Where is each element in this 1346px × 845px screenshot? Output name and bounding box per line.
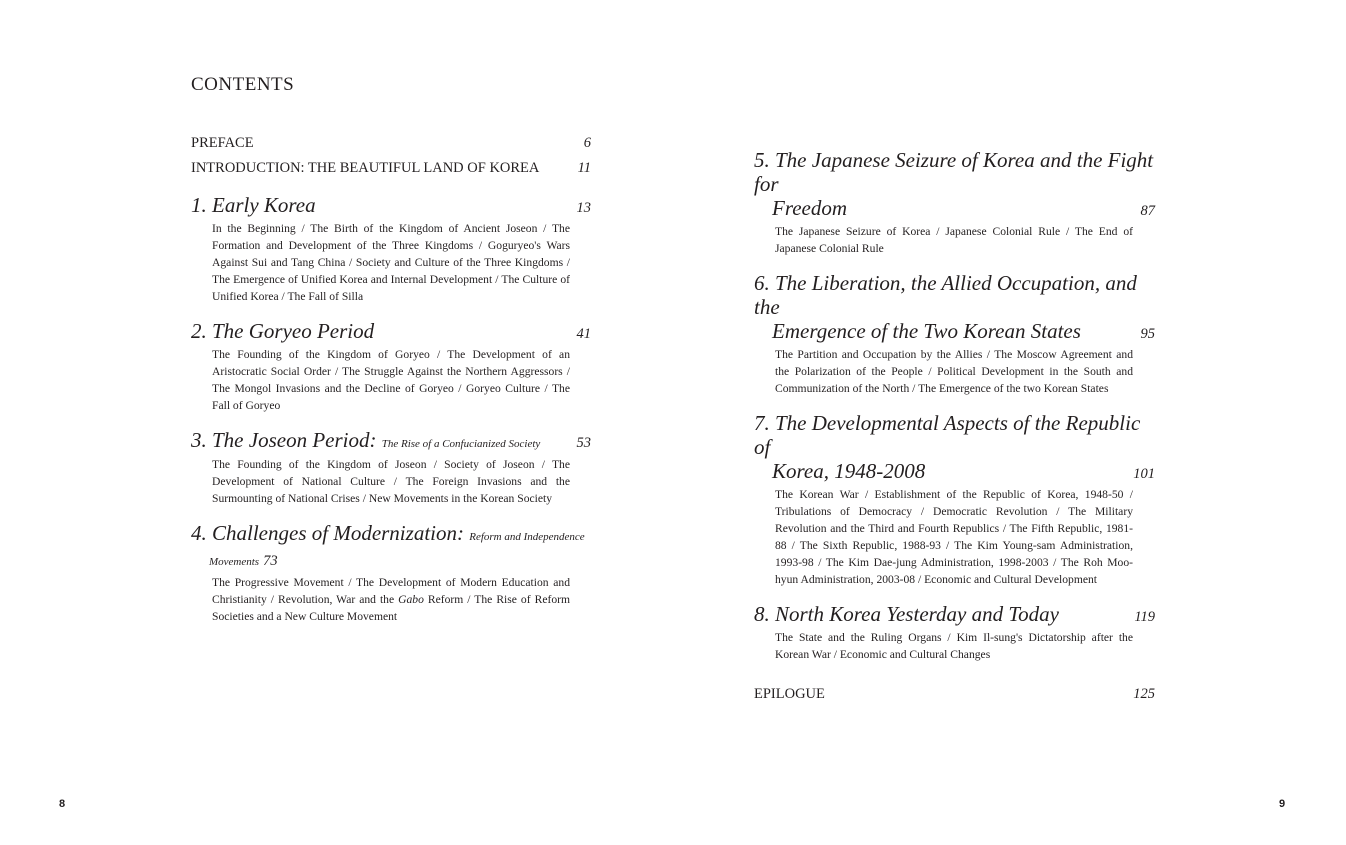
toc-page: 11 (577, 160, 591, 176)
chapter-page: 53 (576, 435, 591, 451)
chapter-subtitle: The Rise of a Confucianized Society (381, 438, 541, 450)
chapter-page: 95 (1140, 326, 1155, 342)
chapter-subtitle: Reform and Independence (469, 531, 585, 543)
chapter-description: The Korean War / Establishment of the Republic of Korea, 1948-50 / Tribulations of Democracy / Democratic Revolution / The Military Revolution and the Third and Fourth Republics / The Fifth Republic, 1981-88 / The Sixth Republic, 1988-93 / The Kim Young-sam Administration, 1993-98 / The Kim Dae-jung Administration, 1998-2003 / The Roh Moo-hyun Administration, 2003-08 / Economic and Cultural Development (775, 488, 1133, 586)
chapter-description (212, 574, 570, 625)
toc-page: 6 (583, 135, 591, 151)
chapter-title-cont: Emergence of the Two Korean States (772, 319, 1081, 343)
chapter-page: 119 (1134, 609, 1155, 625)
chapter-description: The Founding of the Kingdom of Joseon / Society of Joseon / The Development of National Culture / The Foreign Invasions and the Surmounting of National Crises / New Movements in the Korean Society (212, 458, 570, 505)
toc-left-column (191, 134, 591, 625)
chapter-description: The Japanese Seizure of Korea / Japanese Colonial Rule / The End of Japanese Colonial Rule (775, 225, 1133, 255)
toc-chapter-3[interactable] (191, 428, 591, 507)
toc-epilogue[interactable] (754, 685, 1155, 703)
toc-chapter-7[interactable] (754, 411, 1155, 588)
chapter-title: 5. The Japanese Seizure of Korea and the Fight for (754, 148, 1154, 196)
chapter-title-cont: Freedom (772, 196, 848, 220)
toc-chapter-1[interactable] (191, 193, 591, 305)
toc-label: EPILOGUE (754, 686, 825, 702)
chapter-page: 13 (576, 200, 591, 216)
toc-right-column (754, 148, 1155, 703)
chapter-subtitle-cont: Movements (209, 556, 260, 568)
toc-chapter-6[interactable] (754, 271, 1155, 397)
chapter-page: 73 (263, 553, 278, 569)
chapter-description: The Founding of the Kingdom of Goryeo / The Development of an Aristocratic Social Order / The Struggle Against the Northern Aggressors / The Mongol Invasions and the Decline of Goryeo / Goryeo Culture / The Fall of Goryeo (212, 348, 570, 412)
chapter-title: 8. North Korea Yesterday and Today (754, 602, 1059, 626)
toc-chapter-5[interactable] (754, 148, 1155, 257)
chapter-title: 6. The Liberation, the Allied Occupation, and the (754, 271, 1137, 319)
toc-page: 125 (1133, 686, 1155, 702)
chapter-title: 1. Early Korea (191, 193, 316, 217)
desc-text: Reform / The Rise of Reform Societies and a New Culture Movement (212, 593, 571, 623)
contents-heading: CONTENTS (191, 74, 295, 95)
chapter-page: 101 (1133, 466, 1155, 482)
toc-label: INTRODUCTION: THE BEAUTIFUL LAND OF KOREA (191, 160, 540, 176)
desc-text: The Progressive Movement / The Development of Modern Education and Christianity / Revolution, War and the (212, 576, 570, 606)
chapter-title: 3. The Joseon Period: (191, 428, 377, 452)
toc-preface[interactable] (191, 134, 591, 152)
chapter-description: The Partition and Occupation by the Allies / The Moscow Agreement and the Polarization of the People / Political Development in the South and Communization of the North / The Emergence of the two Korean States (775, 348, 1133, 395)
toc-chapter-4[interactable] (191, 521, 591, 625)
chapter-page: 41 (576, 326, 591, 342)
chapter-title: 4. Challenges of Modernization: (191, 521, 464, 545)
toc-introduction[interactable] (191, 159, 591, 177)
toc-chapter-8[interactable] (754, 602, 1155, 663)
chapter-title: 2. The Goryeo Period (191, 319, 375, 343)
page-number-right: 9 (1279, 798, 1286, 810)
chapter-description: The State and the Ruling Organs / Kim Il-sung's Dictatorship after the Korean War / Economic and Cultural Changes (775, 631, 1133, 661)
page-number-left: 8 (59, 798, 66, 810)
chapter-description: In the Beginning / The Birth of the Kingdom of Ancient Joseon / The Formation and Development of the Three Kingdoms / Goguryeo's Wars Against Sui and Tang China / Society and Culture of the Three Kingdoms / The Emergence of Unified Korea and Internal Development / The Culture of Unified Korea / The Fall of Silla (212, 222, 570, 303)
toc-label: PREFACE (191, 135, 254, 151)
toc-chapter-2[interactable] (191, 319, 591, 414)
chapter-title: 7. The Developmental Aspects of the Republic of (754, 411, 1141, 459)
chapter-page: 87 (1140, 203, 1155, 219)
chapter-title-cont: Korea, 1948-2008 (772, 459, 926, 483)
desc-emphasis: Gabo (398, 593, 424, 606)
